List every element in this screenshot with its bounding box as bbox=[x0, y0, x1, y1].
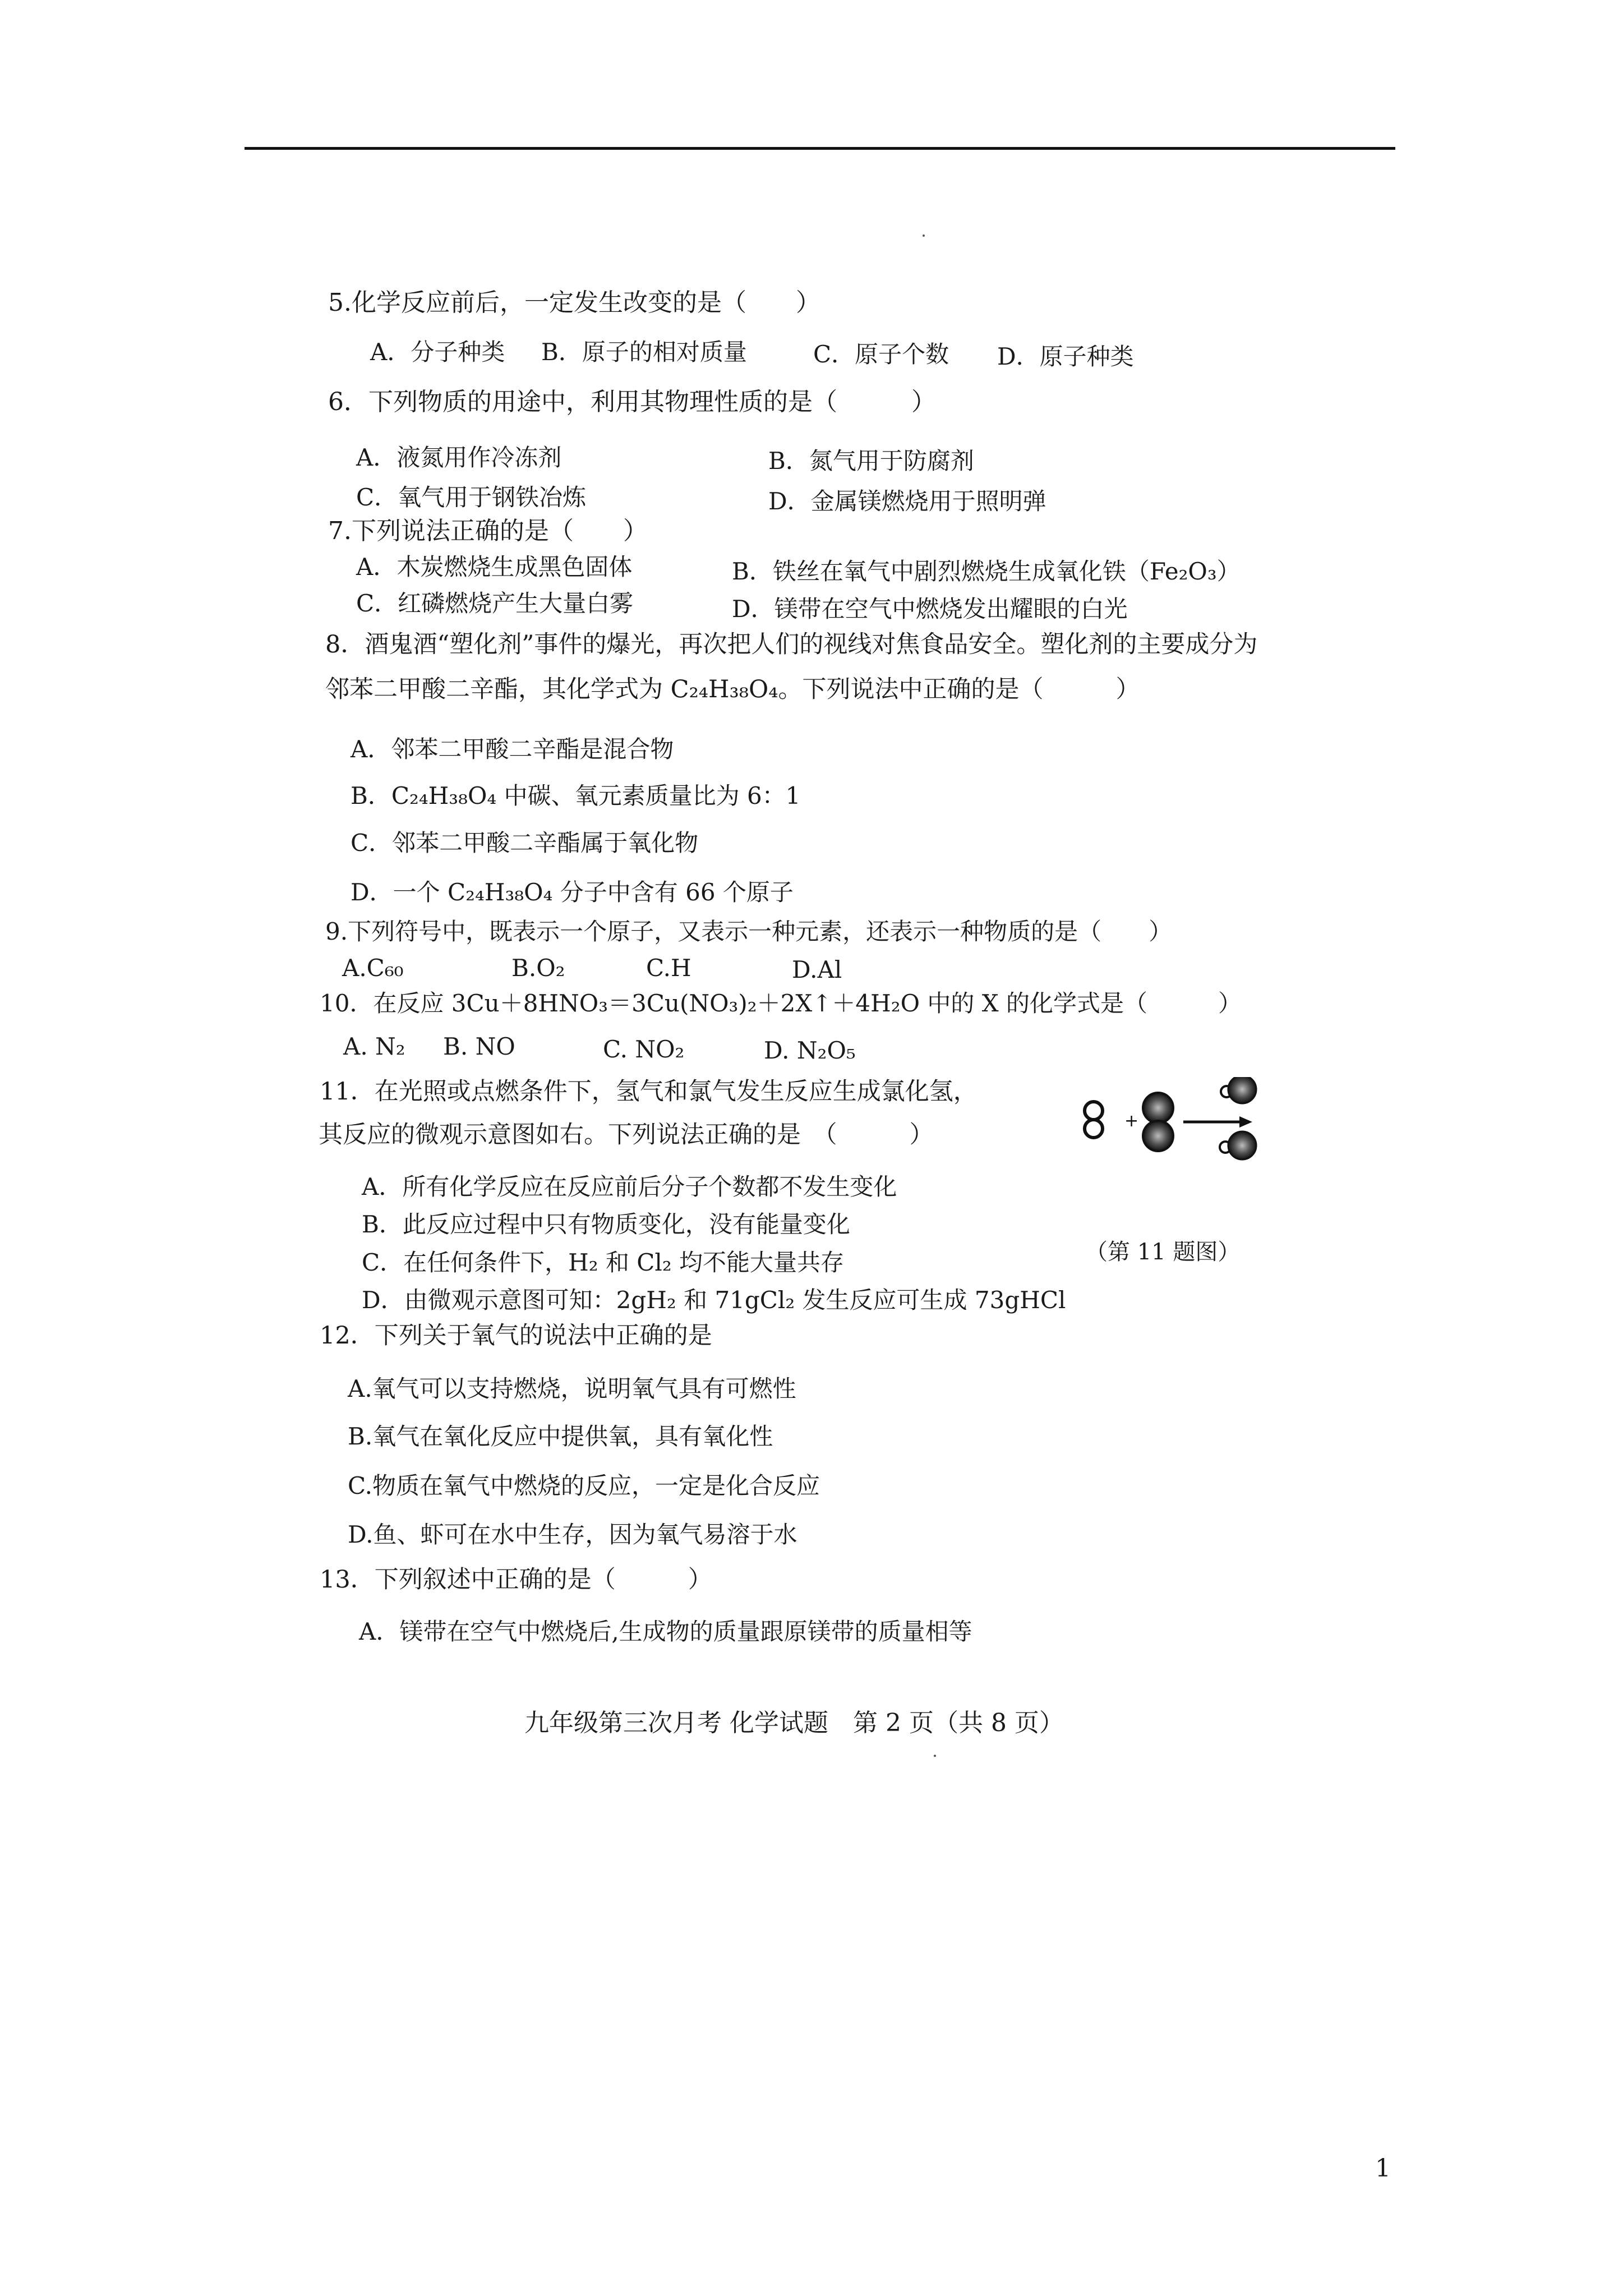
figure-11-caption: （第 11 题图） bbox=[1085, 1239, 1241, 1265]
question-7-option-a: A．木炭燃烧生成黑色固体 bbox=[356, 553, 633, 581]
question-11-option-b: B．此反应过程中只有物质变化，没有能量变化 bbox=[362, 1211, 850, 1238]
hydrogen-chloride-molecule-icon bbox=[1220, 1131, 1256, 1159]
question-12-option-b: B.氧气在氧化反应中提供氧，具有氧化性 bbox=[348, 1423, 773, 1450]
question-12-option-a: A.氧气可以支持燃烧，说明氧气具有可燃性 bbox=[348, 1375, 796, 1402]
question-8-option-d: D．一个 C₂₄H₃₈O₄ 分子中含有 66 个原子 bbox=[351, 878, 794, 906]
question-10-option-a: A. N₂ bbox=[343, 1033, 405, 1060]
question-6-option-a: A．液氮用作冷冻剂 bbox=[356, 444, 562, 471]
question-9-option-b: B.O₂ bbox=[511, 954, 565, 982]
question-11-option-a: A．所有化学反应在反应前后分子个数都不发生变化 bbox=[362, 1173, 897, 1200]
question-7-option-c: C．红磷燃烧产生大量白雾 bbox=[356, 590, 634, 617]
plus-sign: + bbox=[1124, 1111, 1139, 1131]
arrow-right-icon bbox=[1183, 1116, 1252, 1128]
question-5-option-c: C．原子个数 bbox=[813, 341, 949, 368]
question-7-option-b: B．铁丝在氧气中剧烈燃烧生成氧化铁（Fe₂O₃） bbox=[732, 558, 1241, 585]
question-8-option-c: C．邻苯二甲酸二辛酯属于氧化物 bbox=[351, 829, 699, 857]
question-12-option-c: C.物质在氧气中燃烧的反应，一定是化合反应 bbox=[348, 1472, 820, 1499]
page-footer: 九年级第三次月考 化学试题 第 2 页（共 8 页） bbox=[524, 1709, 1064, 1737]
question-9-stem: 9.下列符号中，既表示一个原子，又表示一种元素，还表示一种物质的是（ ） bbox=[325, 918, 1173, 945]
hydrogen-molecule-icon bbox=[1085, 1102, 1103, 1138]
question-13-option-a: A．镁带在空气中燃烧后,生成物的质量跟原镁带的质量相等 bbox=[359, 1618, 972, 1645]
page-number: 1 bbox=[1375, 2154, 1391, 2183]
question-6-option-d: D．金属镁燃烧用于照明弹 bbox=[768, 487, 1046, 515]
scan-speck bbox=[923, 234, 925, 237]
question-5-option-d: D．原子种类 bbox=[997, 343, 1134, 370]
question-8-stem-line2: 邻苯二甲酸二辛酯，其化学式为 C₂₄H₃₈O₄。下列说法中正确的是（ ） bbox=[325, 675, 1140, 703]
question-5-option-b: B．原子的相对质量 bbox=[541, 338, 747, 366]
question-11-option-d: D．由微观示意图可知：2gH₂ 和 71gCl₂ 发生反应可生成 73gHCl bbox=[362, 1286, 1066, 1314]
question-6-stem: 6．下列物质的用途中，利用其物理性质的是（ ） bbox=[328, 388, 936, 416]
question-7-stem: 7.下列说法正确的是（ ） bbox=[328, 517, 648, 545]
question-11-stem-line2: 其反应的微观示意图如右。下列说法正确的是 （ ） bbox=[319, 1121, 934, 1149]
question-8-stem-line1: 8．酒鬼酒“塑化剂”事件的爆光，再次把人们的视线对焦食品安全。塑化剂的主要成分为 bbox=[325, 631, 1258, 659]
question-10-option-d: D. N₂O₅ bbox=[764, 1037, 856, 1064]
question-10-option-b: B. NO bbox=[443, 1033, 515, 1060]
question-6-option-b: B．氮气用于防腐剂 bbox=[768, 447, 974, 475]
hydrogen-chloride-molecule-icon bbox=[1221, 1077, 1256, 1103]
question-11-stem-line1: 11．在光照或点燃条件下，氢气和氯气发生反应生成氯化氢， bbox=[320, 1078, 978, 1106]
question-13-stem: 13．下列叙述中正确的是（ ） bbox=[320, 1566, 712, 1594]
question-5-stem: 5.化学反应前后，一定发生改变的是（ ） bbox=[328, 288, 820, 317]
question-12-stem: 12．下列关于氧气的说法中正确的是 bbox=[320, 1322, 712, 1350]
question-8-option-b: B．C₂₄H₃₈O₄ 中碳、氧元素质量比为 6：1 bbox=[351, 782, 801, 809]
question-9-option-d: D.Al bbox=[792, 956, 842, 983]
question-9-option-a: A.C₆₀ bbox=[342, 954, 404, 982]
question-6-option-c: C．氧气用于钢铁冶炼 bbox=[356, 484, 587, 511]
question-12-option-d: D.鱼、虾可在水中生存，因为氧气易溶于水 bbox=[348, 1521, 797, 1548]
scan-speck bbox=[934, 1755, 936, 1757]
question-9-option-c: C.H bbox=[646, 954, 691, 982]
question-11-option-c: C．在任何条件下，H₂ 和 Cl₂ 均不能大量共存 bbox=[362, 1249, 845, 1276]
question-7-option-d: D．镁带在空气中燃烧发出耀眼的白光 bbox=[732, 595, 1128, 623]
question-8-option-a: A．邻苯二甲酸二辛酯是混合物 bbox=[351, 735, 674, 763]
question-10-option-c: C. NO₂ bbox=[603, 1036, 685, 1063]
header-rule bbox=[245, 147, 1395, 150]
question-10-stem: 10．在反应 3Cu＋8HNO₃＝3Cu(NO₃)₂＋2X↑＋4H₂O 中的 X 的化学式是（ ） bbox=[320, 990, 1242, 1017]
chlorine-molecule-icon bbox=[1143, 1093, 1173, 1151]
reaction-diagram bbox=[1068, 1077, 1281, 1189]
question-5-option-a: A．分子种类 bbox=[370, 338, 505, 366]
